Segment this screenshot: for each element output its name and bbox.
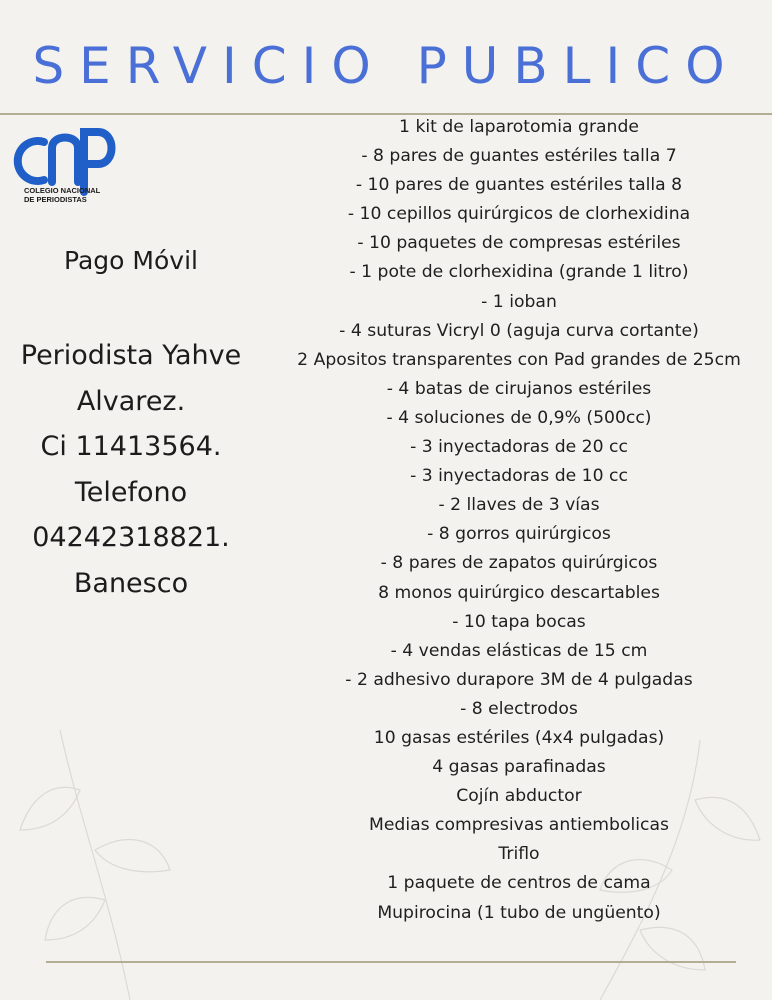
page-title: SERVICIO PUBLICO: [32, 37, 740, 95]
list-item: - 8 pares de guantes estériles talla 7: [361, 146, 677, 167]
logo-caption-line2: DE PERIODISTAS: [24, 195, 87, 204]
contact-line: Telefono: [74, 476, 188, 508]
list-item: 8 monos quirúrgico descartables: [378, 582, 660, 603]
list-item: - 10 cepillos quirúrgicos de clorhexidina: [347, 204, 691, 225]
logo-caption-line1: COLEGIO NACIONAL: [24, 186, 101, 195]
list-item: - 8 pares de zapatos quirúrgicos: [380, 553, 658, 574]
contact-line: Banesco: [73, 567, 189, 599]
pago-movil-label: Pago Móvil: [64, 246, 198, 275]
list-item: - 4 vendas elásticas de 15 cm: [390, 640, 648, 661]
logo-caption: [24, 186, 134, 204]
contact-line: Alvarez.: [76, 385, 186, 417]
list-item: 2 Apositos transparentes con Pad grandes de 25cm: [297, 349, 741, 370]
contact-line: Periodista Yahve: [20, 340, 242, 371]
bottom-divider: [46, 961, 736, 963]
list-item: - 10 paquetes de compresas estériles: [357, 233, 681, 254]
list-item: - 2 adhesivo durapore 3M de 4 pulgadas: [345, 669, 693, 690]
list-item: Cojín abductor: [456, 786, 582, 807]
list-item: - 8 gorros quirúrgicos: [427, 524, 611, 545]
list-item: - 3 inyectadoras de 20 cc: [410, 437, 628, 458]
list-item: - 8 electrodos: [460, 698, 578, 719]
contact-line: Ci 11413564.: [40, 431, 222, 463]
list-item: 1 paquete de centros de cama: [387, 873, 651, 894]
list-item: - 4 batas de cirujanos estériles: [386, 378, 652, 399]
contact-line: 04242318821.: [32, 522, 230, 554]
supply-list: [296, 113, 742, 928]
list-item: 10 gasas estériles (4x4 pulgadas): [373, 727, 665, 748]
list-item: - 4 soluciones de 0,9% (500cc): [386, 407, 652, 428]
list-item: - 10 pares de guantes estériles talla 8: [355, 175, 683, 196]
list-item: Medias compresivas antiembolicas: [369, 815, 669, 836]
list-item: - 2 llaves de 3 vías: [438, 495, 600, 516]
list-item: 4 gasas parafinadas: [432, 757, 606, 778]
payment-contact: [0, 333, 262, 607]
list-item: - 1 ioban: [481, 291, 557, 312]
list-item: 1 kit de laparotomia grande: [399, 117, 639, 137]
list-item: Triflo: [498, 844, 540, 865]
list-item: - 4 suturas Vicryl 0 (aguja curva cortante): [339, 320, 699, 341]
list-item: - 1 pote de clorhexidina (grande 1 litro): [349, 262, 689, 283]
list-item: - 3 inyectadoras de 10 cc: [410, 466, 628, 487]
list-item: - 10 tapa bocas: [452, 611, 586, 632]
list-item: Mupirocina (1 tubo de ungüento): [377, 902, 661, 923]
